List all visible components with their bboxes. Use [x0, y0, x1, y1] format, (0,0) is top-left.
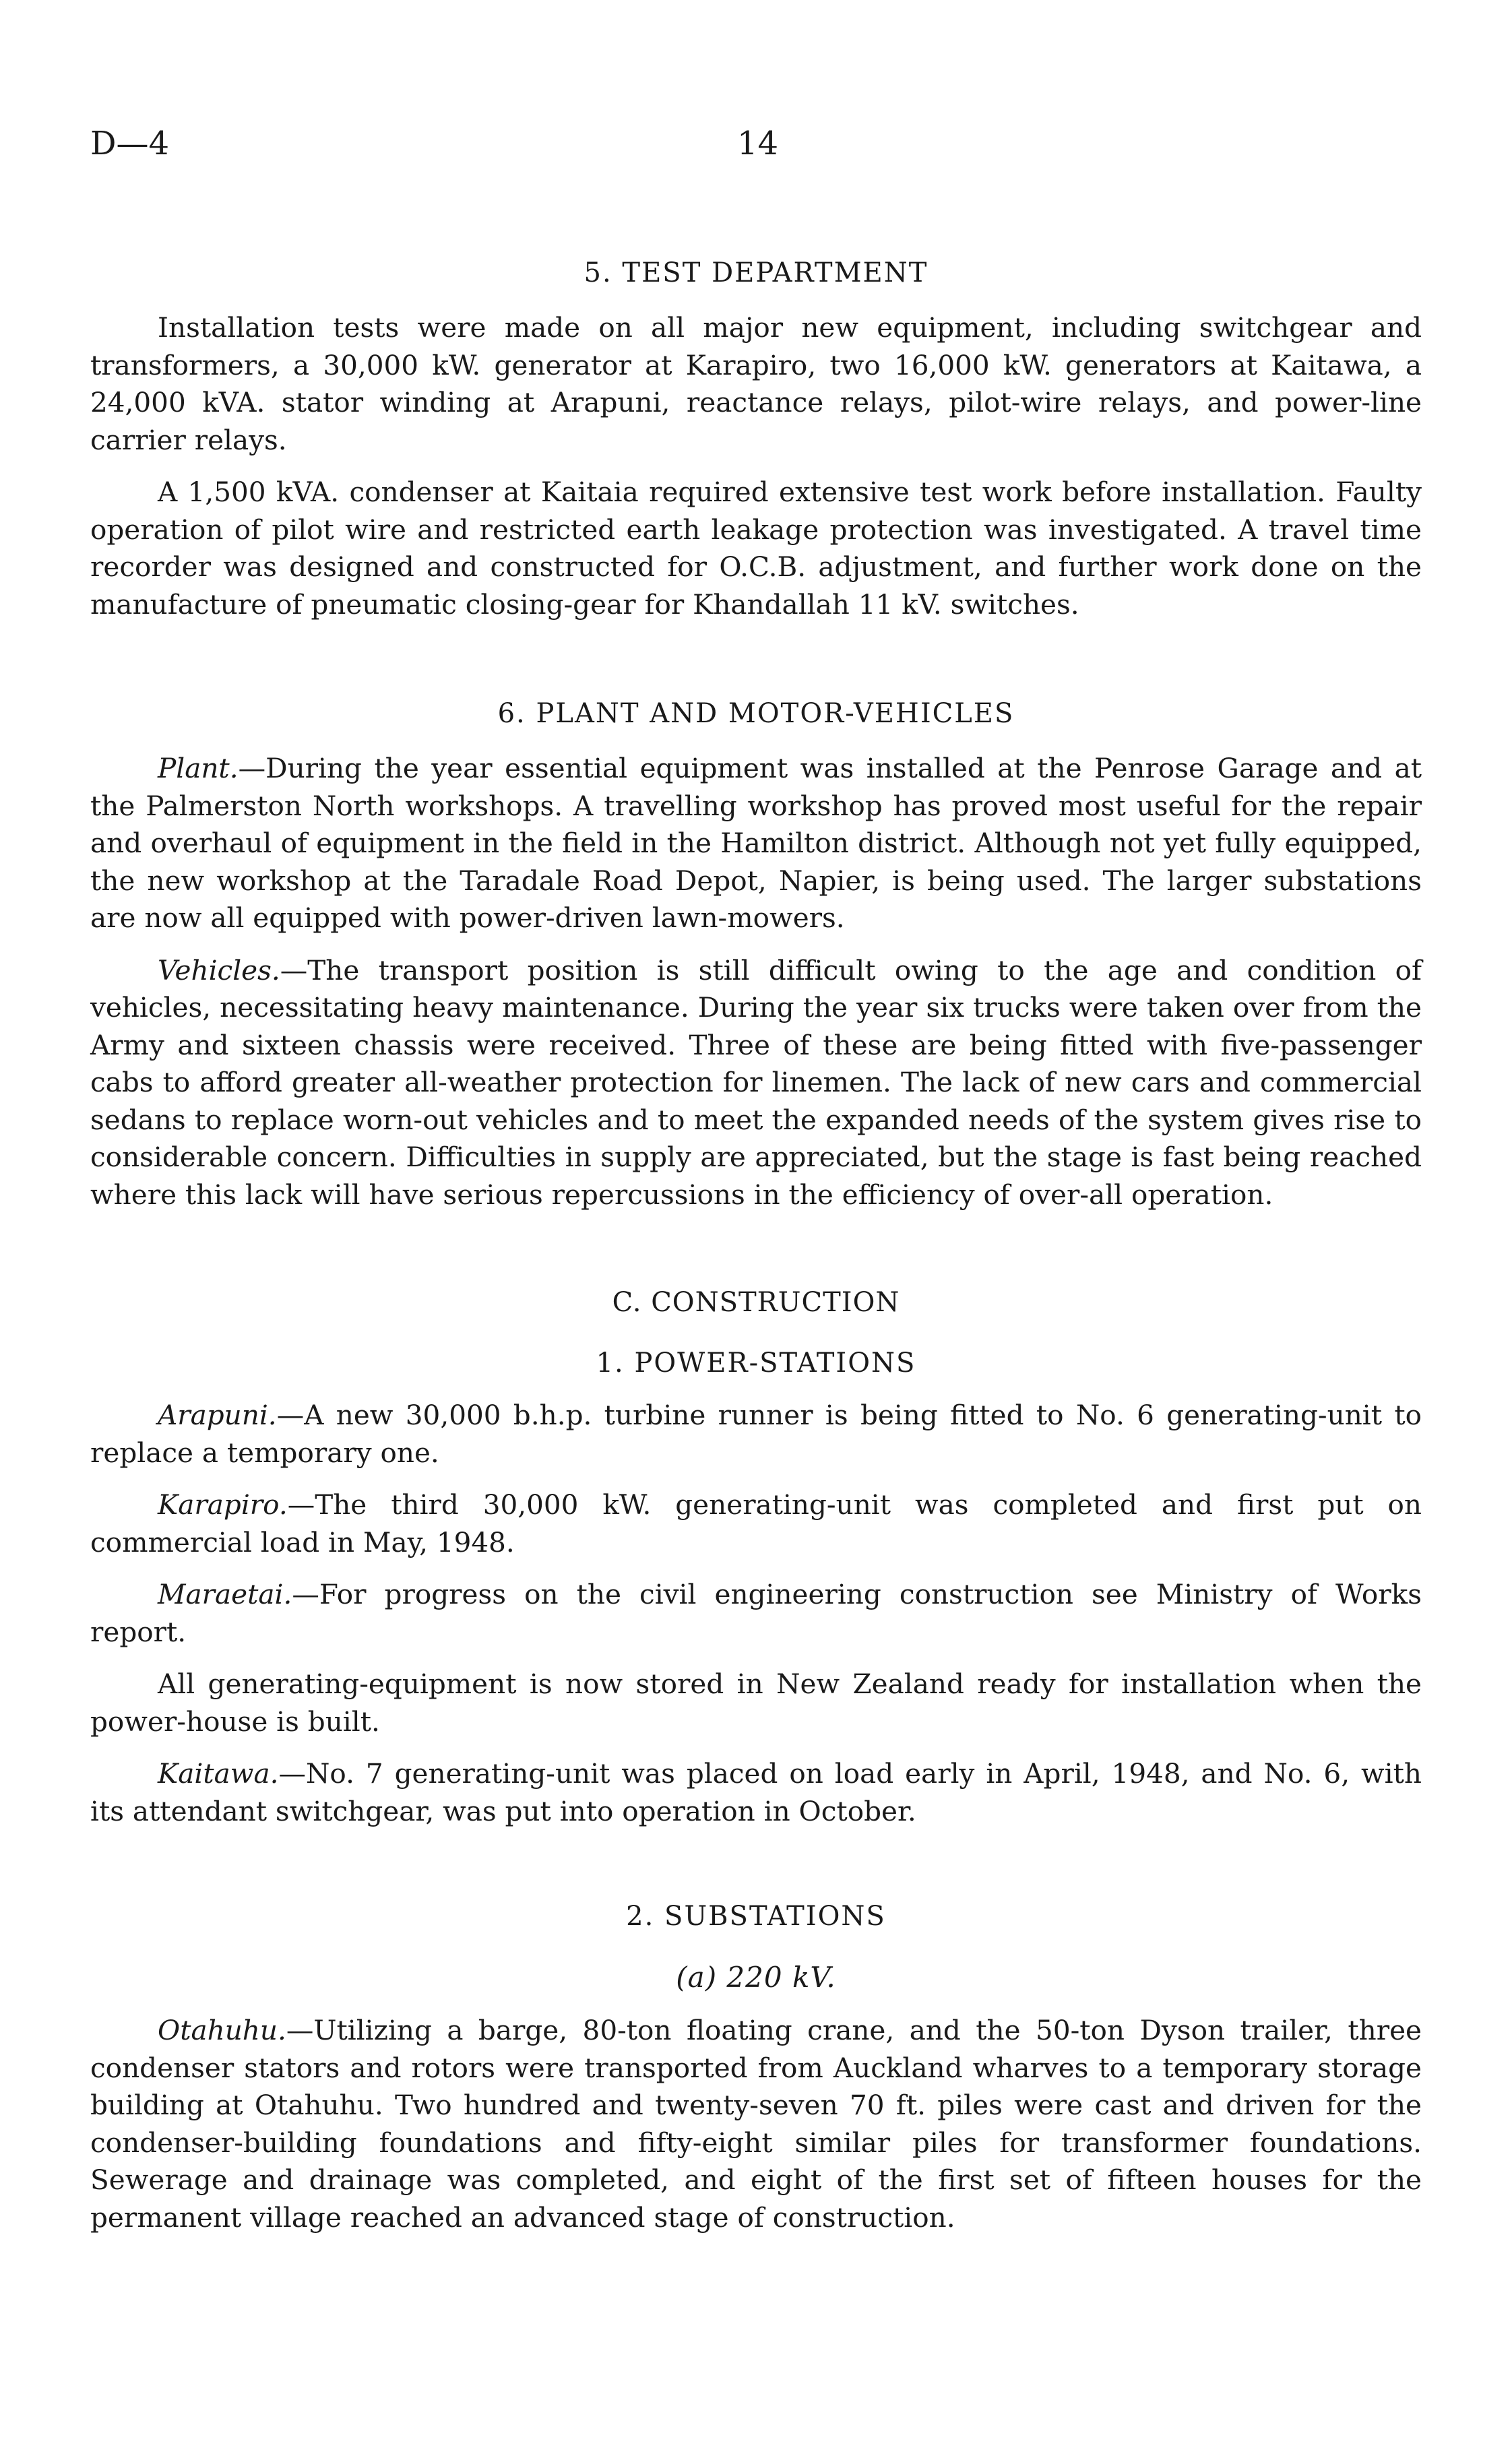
paragraph-otahuhu-text: —Utilizing a barge, 80-ton floating crane, and the 50-ton Dyson trailer, three condenser stators and rotors were transported from Auckland wharves to a temporary storage building at Otahuhu. Two hundred and twenty-seven 70 ft. piles were cast and driven for the condenser-building foundations and fifty-eight similar piles for transformer foundations. Sewerage and drainage was completed, and eight of the first set of fifteen houses for the permanent village reached an advanced stage of construction.	[90, 2014, 1422, 2234]
paragraph-plant-text: —During the year essential equipment was installed at the Penrose Garage and at the Palmerston North workshops. A travelling workshop has proved most useful for the repair and overhaul of equipment in the field in the Hamilton district. Although not yet fully equipped, the new workshop at the Taradale Road Depot, Napier, is being used. The larger substations are now all equipped with power-driven lawn-mowers.	[90, 752, 1422, 934]
subsection-heading-substations: 2. SUBSTATIONS	[626, 1901, 886, 1932]
run-in-heading-otahuhu: Otahuhu.	[158, 2014, 286, 2046]
run-in-heading-arapuni: Arapuni.	[158, 1399, 277, 1431]
run-in-heading-kaitawa: Kaitawa.	[158, 1757, 279, 1790]
page-header	[90, 125, 1422, 165]
paragraph-kaitawa-text: —No. 7 generating-unit was placed on load early in April, 1948, and No. 6, with its attendant switchgear, was put into operation in October.	[90, 1757, 1422, 1827]
section-heading-plant-vehicles: 6. PLANT AND MOTOR-VEHICLES	[497, 698, 1015, 729]
document-page	[90, 125, 1422, 2236]
paragraph-kaitawa	[90, 1755, 1422, 1830]
paragraph-vehicles	[90, 952, 1422, 1214]
run-in-heading-plant: Plant.	[158, 752, 239, 784]
paragraph-vehicles-text: —The transport position is still difficult owing to the age and condition of vehicles, necessitating heavy maintenance. During the year six trucks were taken over from the Army and sixteen chassis were received. Three of these are being fitted with five-passenger cabs to afford greater all-weather protection for linemen. The lack of new cars and commercial sedans to replace worn-out vehicles and to meet the expanded needs of the system gives rise to considerable concern. Difficulties in supply are appreciated, but the stage is fast being reached where this lack will have serious repercussions in the efficiency of over-all operation.	[90, 953, 1422, 1211]
paragraph-all-generating: All generating-equipment is now stored in New Zealand ready for installation when the power-house is built.	[90, 1668, 1422, 1738]
subsection-heading-power-stations: 1. POWER-STATIONS	[596, 1348, 916, 1379]
paragraph-test-installation: Installation tests were made on all major new equipment, including switchgear and transformers, a 30,000 kW. generator at Karapiro, two 16,000 kW. generators at Kaitawa, a 24,000 kVA. stator winding at Arapuni, reactance relays, pilot-wire relays, and power-line carrier relays.	[90, 311, 1422, 456]
paragraph-maraetai	[90, 1576, 1422, 1651]
run-in-heading-maraetai: Maraetai.	[158, 1578, 292, 1610]
section-heading-construction: C. CONSTRUCTION	[612, 1287, 900, 1318]
page-number: 14	[737, 125, 779, 162]
subsection-heading-220kv: (a) 220 kV.	[676, 1961, 836, 1994]
paragraph-karapiro-text: —The third 30,000 kW. generating-unit was completed and first put on commercial load in May, 1948.	[90, 1488, 1422, 1558]
run-in-heading-karapiro: Karapiro.	[158, 1488, 288, 1521]
paragraph-arapuni	[90, 1397, 1422, 1472]
paragraph-plant	[90, 750, 1422, 937]
paragraph-arapuni-text: —A new 30,000 b.h.p. turbine runner is being fitted to No. 6 generating-unit to replace a temporary one.	[90, 1399, 1422, 1469]
paragraph-otahuhu	[90, 2012, 1422, 2236]
paragraph-test-condenser: A 1,500 kVA. condenser at Kaitaia required extensive test work before installation. Faulty operation of pilot wire and restricted earth leakage protection was investigated. A travel time recorder was designed and constructed for O.C.B. adjustment, and further work done on the manufacture of pneumatic closing-gear for Khandallah 11 kV. switches.	[90, 476, 1422, 621]
paragraph-maraetai-text: —For progress on the civil engineering construction see Ministry of Works report.	[90, 1578, 1422, 1648]
section-heading-test-department: 5. TEST DEPARTMENT	[584, 257, 928, 288]
run-in-heading-vehicles: Vehicles.	[158, 953, 280, 986]
paragraph-karapiro	[90, 1486, 1422, 1561]
document-reference: D—4	[90, 125, 170, 162]
